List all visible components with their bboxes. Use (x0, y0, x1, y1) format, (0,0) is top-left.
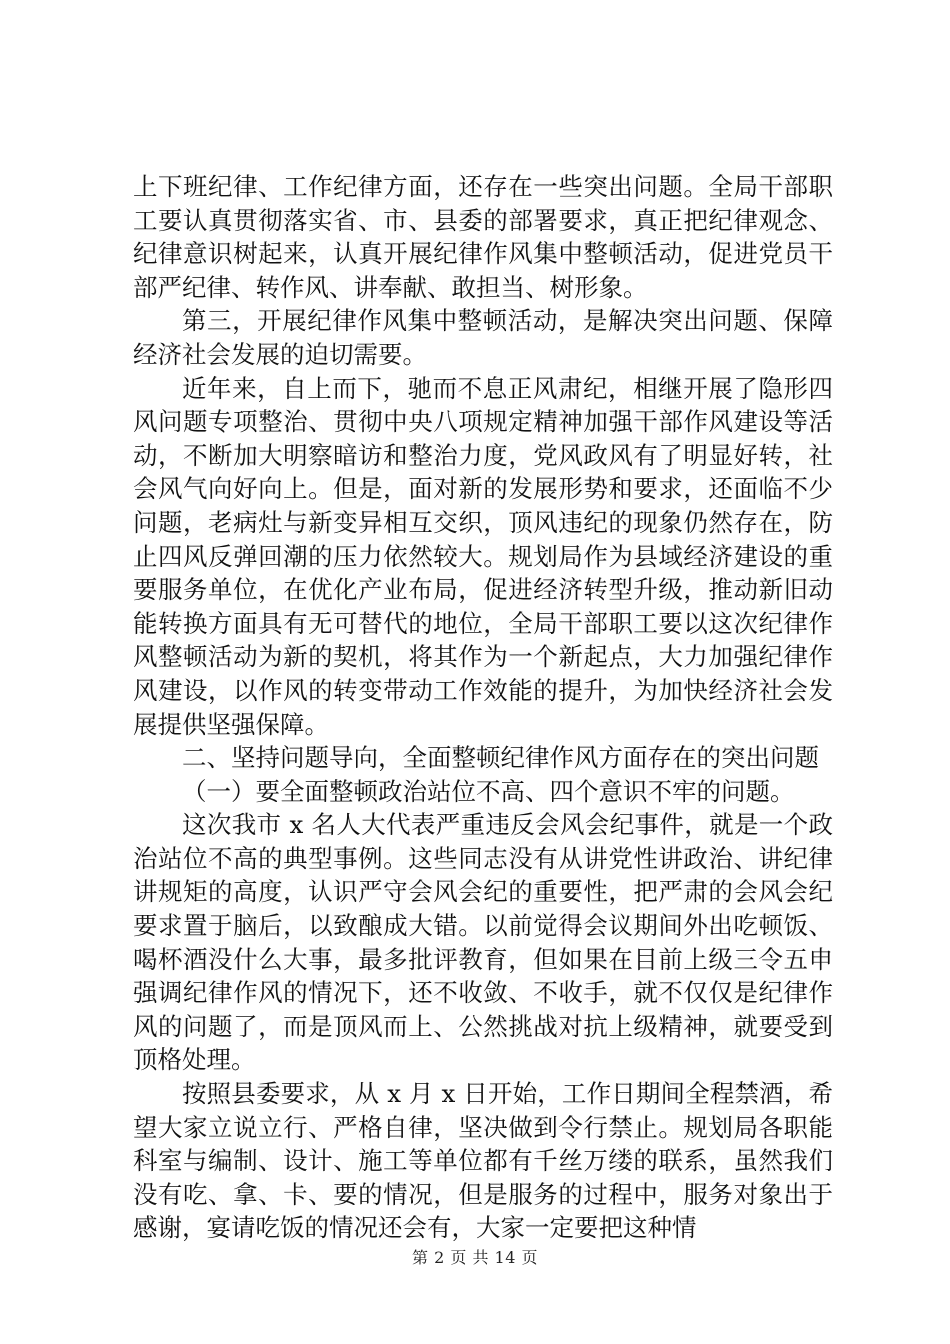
paragraph: 这次我市 x 名人大代表严重违反会风会纪事件，就是一个政治站位不高的典型事例。这些同志没有从讲党性讲政治、讲纪律讲规矩的高度，认识严守会风会纪的重要性，把严肃的会风会纪要求置于脑后，以致酿成大错。以前觉得会议期间外出吃顿饭、喝杯酒没什么大事，最多批评教育，但如果在目前上级三令五申强调纪律作风的情况下，还不收敛、不收手，就不仅仅是纪律作风的问题了，而是顶风而上、公然挑战对抗上级精神，就要受到顶格处理。 (133, 810, 833, 1075)
paragraph: 上下班纪律、工作纪律方面，还存在一些突出问题。全局干部职工要认真贯彻落实省、市、县委的部署要求，真正把纪律观念、纪律意识树起来，认真开展纪律作风集中整顿活动，促进党员干部严纪律、转作风、讲奉献、敢担当、树形象。 (133, 172, 833, 302)
paragraph: 按照县委要求，从 x 月 x 日开始，工作日期间全程禁酒，希望大家立说立行、严格自律，坚决做到令行禁止。规划局各职能科室与编制、设计、施工等单位都有千丝万缕的联系，虽然我们没有吃、拿、卡、要的情况，但是服务的过程中，服务对象出于感谢，宴请吃饭的情况还会有，大家一定要把这种情 (133, 1079, 833, 1243)
page-number: 第 2 页 共 14 页 (412, 1248, 538, 1267)
document-body (133, 170, 833, 1245)
subsection-heading: （一）要全面整顿政治站位不高、四个意识不牢的问题。 (182, 776, 795, 806)
section-heading: 二、坚持问题导向，全面整顿纪律作风方面存在的突出问题 (182, 743, 819, 773)
paragraph: 近年来，自上而下，驰而不息正风肃纪，相继开展了隐形四风问题专项整治、贯彻中央八项规定精神加强干部作风建设等活动，不断加大明察暗访和整治力度，党风政风有了明显好转，社会风气向好向上。但是，面对新的发展形势和要求，还面临不少问题，老病灶与新变异相互交织，顶风违纪的现象仍然存在，防止四风反弹回潮的压力依然较大。规划局作为县域经济建设的重要服务单位，在优化产业布局，促进经济转型升级，推动新旧动能转换方面具有无可替代的地位，全局干部职工要以这次纪律作风整顿活动为新的契机，将其作为一个新起点，大力加强纪律作风建设，以作风的转变带动工作效能的提升，为加快经济社会发展提供坚强保障。 (133, 373, 833, 739)
page-footer (0, 1245, 950, 1268)
paragraph: 第三，开展纪律作风集中整顿活动，是解决突出问题、保障经济社会发展的迫切需要。 (133, 306, 833, 369)
